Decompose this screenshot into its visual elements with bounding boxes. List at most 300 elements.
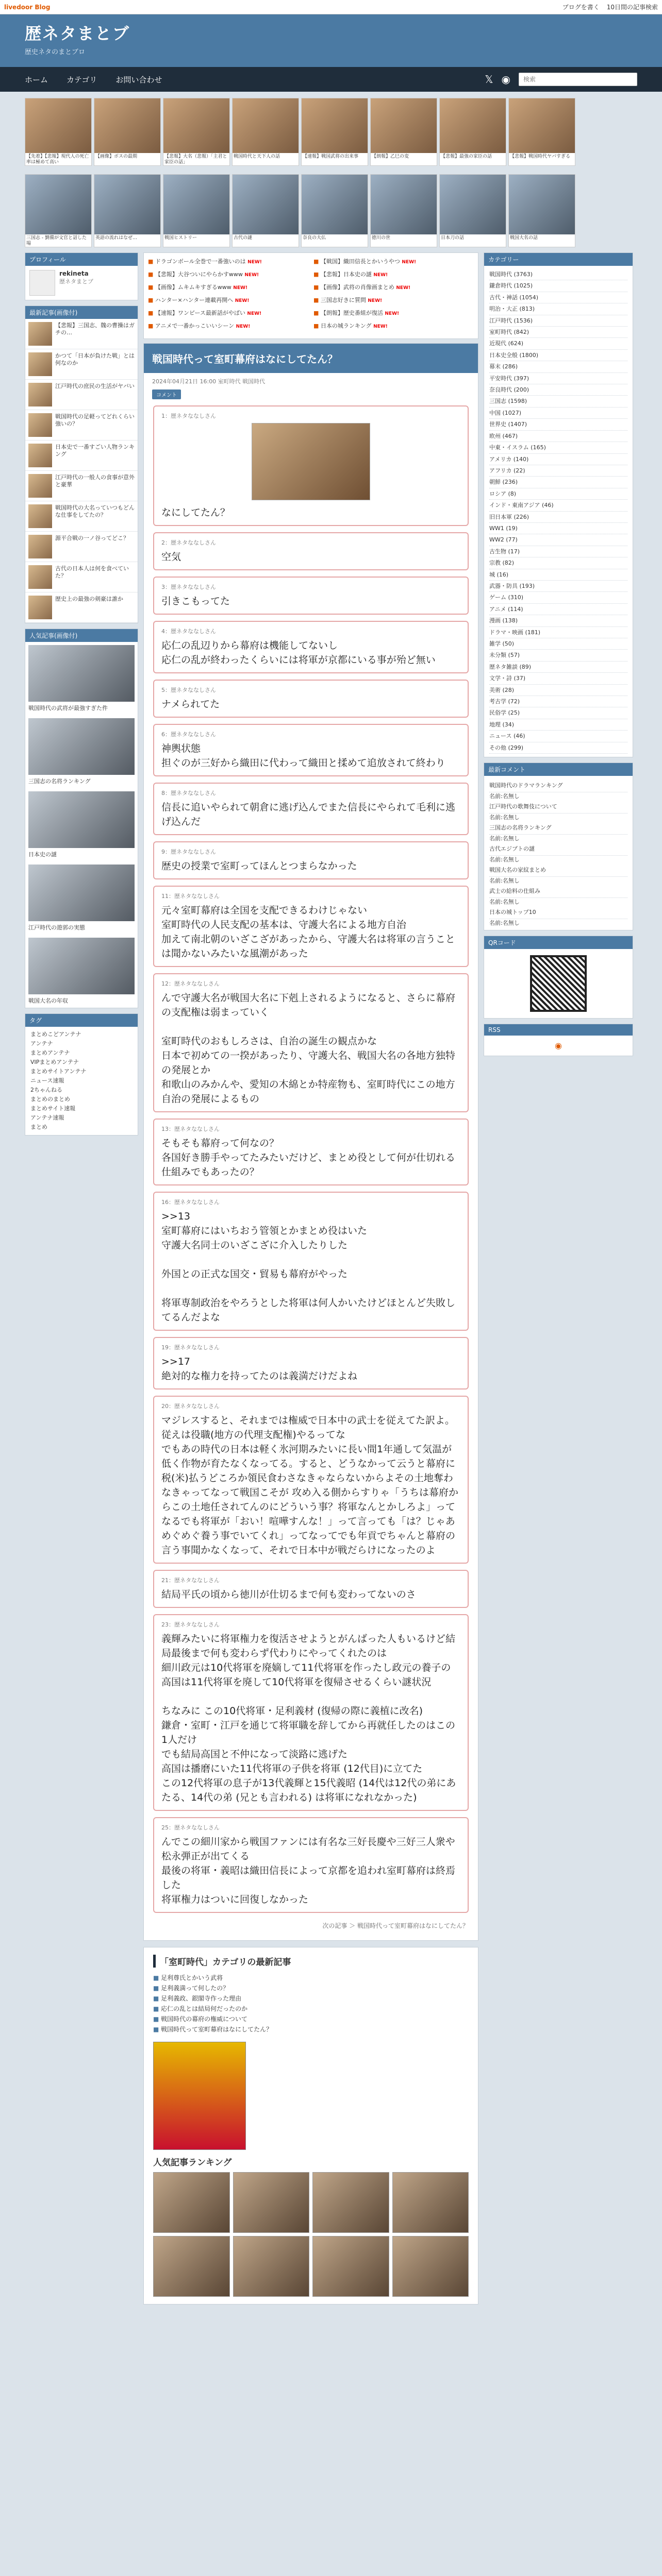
thumb-image	[302, 98, 368, 153]
category-item[interactable]: 幕末 (286)	[489, 361, 627, 372]
list-item[interactable]	[25, 380, 138, 410]
response	[153, 1570, 469, 1608]
tag-link[interactable]: まとめこどアンテナ	[30, 1031, 81, 1038]
news-item[interactable]	[313, 270, 474, 283]
news-item[interactable]	[148, 321, 308, 334]
category-item[interactable]: 考古学 (72)	[489, 696, 627, 707]
category-item[interactable]: 三国志 (1598)	[489, 396, 627, 407]
response-header: 11：歴ネタななしさん	[161, 893, 220, 900]
category-item[interactable]: 未分類 (57)	[489, 650, 627, 661]
antenna-thumb[interactable]	[163, 98, 230, 166]
comment-author: 名前:名無し	[489, 899, 520, 906]
news-item-title: 三国志好きに質問	[320, 297, 366, 303]
response-body: マジレスすると、それまでは権威で日本中の武士を従えてた訳よ。 従えは役職(地方の代理支配権)やるってな でもあの時代の日本は軽く氷河期みたいに長い間1年通して気温が低く作物が育たなくなってる。すると、どうなかって云うと幕府に税(米)払うどころか領民食わさなきゃならないからよその土地奪わなきゃってなって戦国こそが 攻め入る側からすりゃ「うちは幕府からこの土地任されてんのにどういう事？将軍なんとかしろよ」ってなるでも将軍が「おい！喧嘩すんな！」って言っても「は？じゃあめぐめぐ養う事でいてくれ」ってなってでも年貢でちゃんと幕府の言う事聞かなくなって、それで日本中が戦だらけになったのよ	[161, 1415, 459, 1556]
response-header: 9：歴ネタななしさん	[161, 849, 216, 855]
category-item[interactable]: WW1 (19)	[489, 523, 627, 534]
response	[153, 405, 469, 526]
thumb-image	[440, 98, 506, 153]
antenna-thumbs-bottom	[0, 168, 662, 249]
qr-heading: QRコード	[484, 936, 633, 949]
category-item[interactable]: インド・東南アジア (46)	[489, 500, 627, 511]
category-item[interactable]: 明治・大正 (813)	[489, 303, 627, 315]
comment-item[interactable]: 三国志の名将ランキング	[489, 821, 627, 835]
thumb-title: 【悲報】大名（悲報）「主君と家臣の話」	[164, 154, 227, 165]
new-badge: NEW!	[244, 273, 259, 278]
response-body: 元々室町幕府は全国を支配できるわけじゃない 室町時代の人民支配の基本は、守護大名による地方自治 加えて南北朝のいざこざがあったから、守護大名は将軍の言うことは聞かないみたいな風潮があった	[161, 905, 455, 959]
response-header: 25：歴ネタななしさん	[161, 1824, 220, 1831]
news-item-title: 【速報】ワンピース最新話がやばい	[155, 310, 245, 316]
rank-title: 戦国時代の武将が最強すぎた件	[28, 705, 108, 711]
news-item[interactable]	[313, 296, 474, 309]
search-articles-link[interactable]: 10日間の記事検索	[606, 4, 658, 11]
category-item[interactable]: 美術 (28)	[489, 685, 627, 696]
response-header: 4：歴ネタななしさん	[161, 628, 216, 635]
site-subtitle: 歴史ネタのまとブロ	[25, 48, 86, 56]
category-latest	[143, 1947, 478, 2304]
thumb-title: 古代の謎	[234, 235, 253, 241]
rank-item[interactable]	[25, 642, 138, 715]
response-header: 16：歴ネタななしさん	[161, 1199, 220, 1206]
thumb-image	[28, 383, 52, 406]
x-icon[interactable]: 𝕏	[485, 73, 493, 86]
response-header: 21：歴ネタななしさん	[161, 1577, 220, 1584]
ranking-item[interactable]	[312, 2172, 389, 2233]
news-item[interactable]	[313, 283, 474, 296]
rank-title: 江戸時代の遊郭の実態	[28, 924, 85, 931]
nav-category[interactable]: カテゴリ	[67, 75, 97, 84]
tag-link[interactable]: アンテナ	[30, 1040, 53, 1047]
rank-item[interactable]	[25, 861, 138, 935]
category-item[interactable]: 文学・詩 (37)	[489, 673, 627, 684]
antenna-thumb[interactable]	[439, 174, 506, 247]
response	[153, 886, 469, 967]
category-item[interactable]: 世界史 (1407)	[489, 419, 627, 430]
new-badge: NEW!	[236, 324, 251, 329]
list-item-title: 源平合戦の一ノ谷ってどこ？	[55, 535, 129, 541]
thumb-title: 【画像】ボスの最期	[95, 154, 138, 159]
category-item[interactable]: WW2 (77)	[489, 534, 627, 546]
response-body: >>13 室町幕府にはいちおう管領とかまとめ役はいた 守護大名同士のいざこざに介入したりした 外国との正式な国交・貿易も幕府がやった 将軍専制政治をやろうとした将軍は何人かいたけどほとんど失敗してるんだよな	[161, 1211, 456, 1323]
list-item[interactable]	[25, 532, 138, 562]
thumb-image	[94, 175, 160, 234]
response-body: 空気	[161, 551, 181, 563]
antenna-thumb[interactable]	[301, 98, 368, 166]
response	[153, 1192, 469, 1331]
thumb-image	[28, 535, 52, 558]
ranking-item[interactable]	[233, 2236, 310, 2297]
category-item[interactable]: 民俗学 (25)	[489, 707, 627, 719]
response-body: 結局平氏の頃から徳川が仕切るまで何も変わってないのさ	[161, 1589, 416, 1600]
qr-box	[484, 936, 633, 1019]
thumb-image	[28, 596, 52, 619]
antenna-thumb[interactable]	[301, 174, 368, 247]
thumb-title: 戦国時代と天下人の話	[234, 154, 280, 159]
ranking-title: 人気記事ランキング	[153, 2158, 232, 2168]
tags-heading: タグ	[25, 1014, 138, 1027]
write-blog-link[interactable]: ブログを書く	[562, 4, 600, 11]
news-item-title: 【画像】武将の肖像画まとめ	[320, 284, 394, 291]
category-item[interactable]: 雑学 (50)	[489, 638, 627, 650]
antenna-thumb[interactable]	[25, 174, 92, 247]
main-content	[143, 252, 478, 2304]
comment-item[interactable]: 江戸時代の歌舞伎について	[489, 800, 627, 814]
list-item-title: 【悲報】三国志、魏の曹操はガチの…	[55, 322, 135, 336]
response-body: ナメられてた	[161, 699, 220, 710]
category-item[interactable]: 古生物 (17)	[489, 546, 627, 557]
article-meta: 2024年04月21日 16:00 室町時代 戦国時代	[152, 378, 266, 385]
ranking-item[interactable]	[312, 2236, 389, 2297]
thumb-image	[509, 98, 575, 153]
recent-comments-heading: 最新コメント	[484, 763, 633, 776]
category-latest-item[interactable]: ■ 足利義政、銀閣寺作った理由	[153, 1993, 469, 2004]
category-item[interactable]: 室町時代 (842)	[489, 327, 627, 338]
thumb-title: 【速報】戦国武将の出来事	[303, 154, 359, 159]
profile-sub: 歴ネタまとブ	[59, 278, 93, 285]
list-item-title: 歴史上の最強の剣豪は誰か	[55, 596, 123, 602]
topbar	[0, 0, 662, 14]
list-item-title: 江戸時代の一般人の食事が意外と豪華	[55, 474, 135, 488]
thumb-title: 奈良の大仏	[303, 235, 326, 241]
antenna-thumb[interactable]	[25, 98, 92, 166]
recent-images-box	[25, 306, 138, 623]
category-item[interactable]: 歴ネタ雑談 (89)	[489, 662, 627, 673]
category-latest-item[interactable]: ■ 応仁の乱とは結局何だったのか	[153, 2004, 469, 2014]
response	[153, 973, 469, 1112]
rank-image	[28, 938, 135, 994]
tag-link[interactable]: ニュース速報	[30, 1077, 64, 1084]
response	[153, 532, 469, 570]
comment-item[interactable]: 戦国時代のドラマランキング	[489, 779, 627, 792]
list-item[interactable]	[25, 349, 138, 380]
category-item[interactable]: 中国 (1027)	[489, 408, 627, 419]
category-item[interactable]: 地理 (34)	[489, 719, 627, 731]
tag-link[interactable]: VIPまとめアンテナ	[30, 1059, 79, 1065]
right-sidebar	[484, 252, 633, 2304]
category-item[interactable]: 日本史全般 (1800)	[489, 350, 627, 361]
response-body: 応仁の乱辺りから幕府は機能してないし 応仁の乱が終わったくらいには将軍が京都にいる事が殆ど無い	[161, 640, 436, 666]
rank-image	[28, 718, 135, 775]
headline-news	[143, 252, 478, 339]
category-item[interactable]: 漫画 (138)	[489, 615, 627, 626]
ranking-item[interactable]	[392, 2236, 469, 2297]
response-body: 引きこもってた	[161, 596, 230, 607]
news-item-title: 【戦国】織田信長とかいうやつ	[320, 258, 400, 265]
thumb-title: 英語の流れはなぜ…	[95, 235, 138, 241]
response-body: 信長に追いやられて朝倉に逃げ込んでまた信長にやられて毛利に逃げ込んだ	[161, 802, 456, 827]
response	[153, 680, 469, 718]
ranking-grid	[153, 2172, 469, 2297]
antenna-thumb[interactable]	[163, 174, 230, 247]
thumb-title: 【悲報】戦国時代ヤバすぎる	[510, 154, 571, 159]
list-item-title: 江戸時代の庶民の生活がヤバい	[55, 383, 135, 389]
rank-image	[28, 645, 135, 702]
nav-home[interactable]: ホーム	[25, 75, 48, 84]
comment-author: 名前:名無し	[489, 856, 520, 863]
comment-item[interactable]: 戦国大名の家紋まとめ	[489, 863, 627, 877]
response-header: 13：歴ネタななしさん	[161, 1126, 220, 1132]
site-header	[0, 14, 662, 67]
response	[153, 1337, 469, 1389]
comment-author: 名前:名無し	[489, 877, 520, 885]
list-item[interactable]	[25, 319, 138, 349]
news-item[interactable]	[148, 270, 308, 283]
thumb-image	[163, 98, 229, 153]
category-item[interactable]: ドラマ・映画 (181)	[489, 627, 627, 638]
list-item[interactable]	[25, 592, 138, 623]
rank-item[interactable]	[25, 935, 138, 1008]
thumb-title: 戦国ヒストリー	[164, 235, 197, 241]
thumb-image	[28, 444, 52, 467]
tag-link[interactable]: まとめアンテナ	[30, 1049, 70, 1056]
thumb-title: 【朗報】乙巳の変	[372, 154, 409, 159]
category-latest-title: 「室町時代」カテゴリの最新記事	[153, 1955, 469, 1968]
antenna-thumb[interactable]	[94, 174, 161, 247]
category-item[interactable]: アフリカ (22)	[489, 465, 627, 477]
thumb-title: 戦国大名の話	[510, 235, 538, 241]
response	[153, 724, 469, 776]
comment-author: 名前:名無し	[489, 835, 520, 842]
tag-link[interactable]: まとめサイト速報	[30, 1105, 76, 1112]
category-item[interactable]: 江戸時代 (1536)	[489, 315, 627, 327]
news-item-title: 日本の城ランキング	[320, 323, 372, 329]
new-badge: NEW!	[247, 260, 262, 265]
list-item-title: かつて「日本が負けた戦」とは何なのか	[55, 352, 135, 366]
comment-author: 名前:名無し	[489, 814, 520, 821]
category-item[interactable]: 城 (16)	[489, 569, 627, 581]
tag-link[interactable]: まとめ	[30, 1124, 47, 1130]
thumb-image	[28, 474, 52, 498]
category-item[interactable]: ニュース (46)	[489, 731, 627, 742]
profile-heading: プロフィール	[25, 253, 138, 266]
news-item[interactable]	[148, 309, 308, 321]
response-header: 3：歴ネタななしさん	[161, 584, 216, 590]
response-body: そもそも幕府って何なの？ 各国好き勝手やってたみたいだけど、まとめ役として何が仕切れる仕組みでもあったの？	[161, 1138, 456, 1178]
thumb-image	[28, 565, 52, 589]
new-badge: NEW!	[235, 298, 250, 303]
response	[153, 1614, 469, 1811]
rss-icon[interactable]: ◉	[555, 1041, 562, 1051]
popular-images-heading: 人気記事(画像付)	[25, 629, 138, 642]
antenna-thumb[interactable]	[508, 174, 575, 247]
new-badge: NEW!	[396, 285, 411, 291]
thumb-title: 日本刀の話	[441, 235, 465, 241]
rank-title: 日本史の謎	[28, 851, 57, 858]
nav-contact[interactable]: お問い合わせ	[115, 75, 162, 84]
tag-link[interactable]: まとめサイトアンテナ	[30, 1068, 87, 1075]
category-item[interactable]: 鎌倉時代 (1025)	[489, 280, 627, 292]
news-item[interactable]	[313, 321, 474, 334]
thumb-image	[28, 413, 52, 437]
qr-code	[530, 955, 587, 1012]
news-item-title: ハンター×ハンター連載再開へ	[155, 297, 234, 303]
category-item[interactable]: アニメ (114)	[489, 604, 627, 615]
news-item-title: 【悲報】日本史の謎	[320, 271, 372, 278]
thumb-image	[371, 98, 437, 153]
response-header: 5：歴ネタななしさん	[161, 687, 216, 693]
response	[153, 783, 469, 835]
rank-title: 三国志の名将ランキング	[28, 778, 91, 785]
antenna-thumb[interactable]	[439, 98, 506, 166]
rank-image	[28, 865, 135, 921]
ranking-item[interactable]	[233, 2172, 310, 2233]
response-header: 23：歴ネタななしさん	[161, 1621, 220, 1628]
response	[153, 1817, 469, 1913]
category-item[interactable]: 旧日本軍 (226)	[489, 512, 627, 523]
antenna-thumb[interactable]	[232, 98, 299, 166]
comment-author: 名前:名無し	[489, 793, 520, 800]
rss-box	[484, 1024, 633, 1056]
ranking-item[interactable]	[153, 2172, 230, 2233]
rss-icon[interactable]: ◉	[501, 73, 510, 86]
thumb-image	[163, 175, 229, 234]
category-latest-item[interactable]: ■ 戦国時代の幕府の権威について	[153, 2014, 469, 2024]
ranking-item[interactable]	[392, 2172, 469, 2233]
list-item[interactable]	[25, 440, 138, 471]
category-item[interactable]: 近現代 (624)	[489, 338, 627, 349]
thumb-image	[28, 504, 52, 528]
antenna-thumb[interactable]	[370, 174, 437, 247]
category-item[interactable]: 武器・防具 (193)	[489, 581, 627, 592]
thumb-image	[94, 98, 160, 153]
next-article-link[interactable]: 次の記事 ＞ 戦国時代って室町幕府はなにしてたん？	[322, 1922, 469, 1929]
category-item[interactable]: 朝鮮 (236)	[489, 477, 627, 488]
site-title[interactable]: 歴ネタまとブ	[25, 24, 130, 43]
response-header: 2：歴ネタななしさん	[161, 539, 216, 546]
article-title[interactable]: 戦国時代って室町幕府はなにしてたん？	[144, 344, 478, 373]
category-box	[484, 252, 633, 757]
thumb-title: 【先着】【悲報】現代人の死亡率は極めて高い	[26, 154, 89, 165]
list-item-title: 戦国時代の大名っていつもどんな仕事をしてたの？	[55, 504, 135, 518]
comment-item[interactable]: 古代エジプトの謎	[489, 842, 627, 856]
thumb-image	[25, 175, 91, 234]
list-item-title: 戦国時代の足軽ってどれくらい強いの？	[55, 413, 135, 427]
category-item[interactable]: その他 (299)	[489, 742, 627, 754]
recent-images-heading: 最新記事(画像付)	[25, 306, 138, 319]
thumb-title: 【悲報】最強の家臣の話	[441, 154, 492, 159]
livedoor-logo[interactable]: livedoor Blog	[4, 3, 51, 11]
popular-images-box	[25, 629, 138, 1008]
tag-link[interactable]: 2ちゃんねる	[30, 1087, 62, 1093]
new-badge: NEW!	[247, 311, 262, 316]
category-item[interactable]: ロシア (8)	[489, 488, 627, 500]
news-item[interactable]	[148, 296, 308, 309]
category-item[interactable]: ゲーム (310)	[489, 592, 627, 603]
thumb-title: 徳川の世	[372, 235, 391, 241]
antenna-banner[interactable]	[153, 2042, 246, 2150]
list-item[interactable]	[25, 471, 138, 501]
rank-title: 戦国大名の年収	[28, 997, 68, 1004]
category-heading: カテゴリー	[484, 253, 633, 266]
ranking-item[interactable]	[153, 2236, 230, 2297]
thumb-image	[28, 322, 52, 346]
list-item[interactable]	[25, 501, 138, 532]
response-image	[252, 423, 370, 500]
profile-box	[25, 252, 138, 300]
response-body: んでこの細川家から戦国ファンには有名な三好長慶や三好三人衆や松永弾正が出てくる 最後の将軍・義昭は織田信長によって京都を追われ室町幕府は終焉した 将軍権力はついに回復しなかった	[161, 1836, 456, 1905]
news-item[interactable]	[148, 283, 308, 296]
category-item[interactable]: 宗教 (82)	[489, 557, 627, 569]
antenna-thumb[interactable]	[508, 98, 575, 166]
category-latest-item[interactable]: ■ 戦国時代って室町幕府はなにしてたん？	[153, 2024, 469, 2035]
new-badge: NEW!	[385, 311, 400, 316]
tag-link[interactable]: アンテナ速報	[30, 1114, 64, 1121]
list-item[interactable]	[25, 410, 138, 440]
category-latest-item[interactable]: ■ 足利尊氏とかいう武将	[153, 1973, 469, 1983]
category-item[interactable]: 古代・神話 (1054)	[489, 292, 627, 303]
new-badge: NEW!	[373, 324, 388, 329]
response-header: 6：歴ネタななしさん	[161, 731, 216, 738]
antenna-thumb[interactable]	[370, 98, 437, 166]
response-body: 神輿状態 担ぐのが三好から織田に代わって織田と揉めて追放されて終わり	[161, 743, 445, 769]
response-header: 20：歴ネタななしさん	[161, 1403, 220, 1410]
avatar	[29, 270, 55, 296]
tags-box	[25, 1013, 138, 1136]
category-item[interactable]: 平安時代 (397)	[489, 373, 627, 384]
antenna-thumb[interactable]	[94, 98, 161, 166]
profile-name[interactable]: rekineta	[59, 270, 89, 277]
rank-item[interactable]	[25, 715, 138, 788]
news-item[interactable]	[313, 257, 474, 270]
news-item-title: ドラゴンボール全巻で一番強いのは	[155, 258, 246, 265]
news-item[interactable]	[148, 257, 308, 270]
response-header: 1：歴ネタななしさん	[161, 413, 216, 419]
response-header: 12：歴ネタななしさん	[161, 980, 220, 987]
category-item[interactable]: 奈良時代 (200)	[489, 384, 627, 396]
list-item-title: 古代の日本人は何を食べていた？	[55, 565, 129, 579]
news-item-title: 【画像】ムキムキすぎるwww	[155, 284, 231, 291]
thumb-image	[25, 98, 91, 153]
thumb-title: 三国志 - 劉備が文官と話した場	[26, 235, 87, 246]
new-badge: NEW!	[373, 273, 388, 278]
thumb-image	[302, 175, 368, 234]
response-body: んで守護大名が戦国大名に下剋上されるようになると、さらに幕府の支配権は弱まっていく 室町時代のおもしろさは、自治の誕生の観点かな 日本で初めての一揆があったり、守護大名、戦国大名の各地方独特の発展とか 和歌山のみかんや、愛知の木綿とか特産物も、室町時代にこの地方自治の発展によるもの	[161, 992, 456, 1105]
response-header: 8：歴ネタななしさん	[161, 790, 216, 796]
response	[153, 621, 469, 673]
response-body: なにしてたん？	[161, 507, 230, 518]
list-item[interactable]	[25, 562, 138, 592]
thumb-image	[371, 175, 437, 234]
category-latest-item[interactable]: ■ 足利義満って何したの？	[153, 1983, 469, 1993]
thumb-image	[28, 352, 52, 376]
response-body: 義輝みたいに将軍権力を復活させようとがんばった人もいるけど結局最後まで何も変わらず代わりにやってくれたのは 細川政元は10代将軍を廃嫡して11代将軍を作ったし政元の養子の高国は11代将軍を廃して10代将軍を復帰させるくらい謎状況 ちなみに この10代将軍・足利義材 (復帰の際に義植に改名) 鎌倉・室町・江戸を通じて将軍職を辞してから再就任したのはこの1人だけ でも結局高国と不仲になって淡路に逃げた 高国は播磨にいた11代将軍の子供を将軍 (12代目)に立てた この12代将軍の息子が13代義輝と15代義昭 (14代は12代の弟にあたる、14代の弟 (兄とも言われる) は将軍になれなかった)	[161, 1633, 456, 1803]
comment-item[interactable]: 武士の給料の仕組み	[489, 885, 627, 898]
search-input[interactable]	[519, 73, 637, 86]
category-item[interactable]: 戦国時代 (3763)	[489, 269, 627, 280]
rank-item[interactable]	[25, 788, 138, 861]
category-item[interactable]: 欧州 (467)	[489, 431, 627, 442]
category-item[interactable]: 中東・イスラム (165)	[489, 442, 627, 453]
news-item[interactable]	[313, 309, 474, 321]
comment-item[interactable]: 日本の城トップ10	[489, 906, 627, 919]
response-body: 歴史の授業で室町ってほんとつまらなかった	[161, 860, 357, 872]
category-item[interactable]: アメリカ (140)	[489, 454, 627, 465]
news-item-title: アニメで一番かっこいいシーン	[155, 323, 235, 329]
rank-image	[28, 791, 135, 848]
news-item-title: 【悲報】大谷ついにやらかすwww	[155, 271, 243, 278]
thumb-image	[509, 175, 575, 234]
antenna-thumb[interactable]	[232, 174, 299, 247]
rss-heading: RSS	[484, 1024, 633, 1036]
comment-button[interactable]: コメント	[152, 389, 181, 399]
response	[153, 577, 469, 615]
left-sidebar	[25, 252, 138, 2304]
tag-link[interactable]: まとめのまとめ	[30, 1096, 70, 1103]
article	[143, 343, 478, 1941]
news-item-title: 【朗報】歴史番組が復活	[320, 310, 383, 316]
new-badge: NEW!	[233, 285, 247, 291]
response	[153, 841, 469, 879]
list-item-title: 日本史で一番すごい人物ランキング	[55, 444, 135, 457]
